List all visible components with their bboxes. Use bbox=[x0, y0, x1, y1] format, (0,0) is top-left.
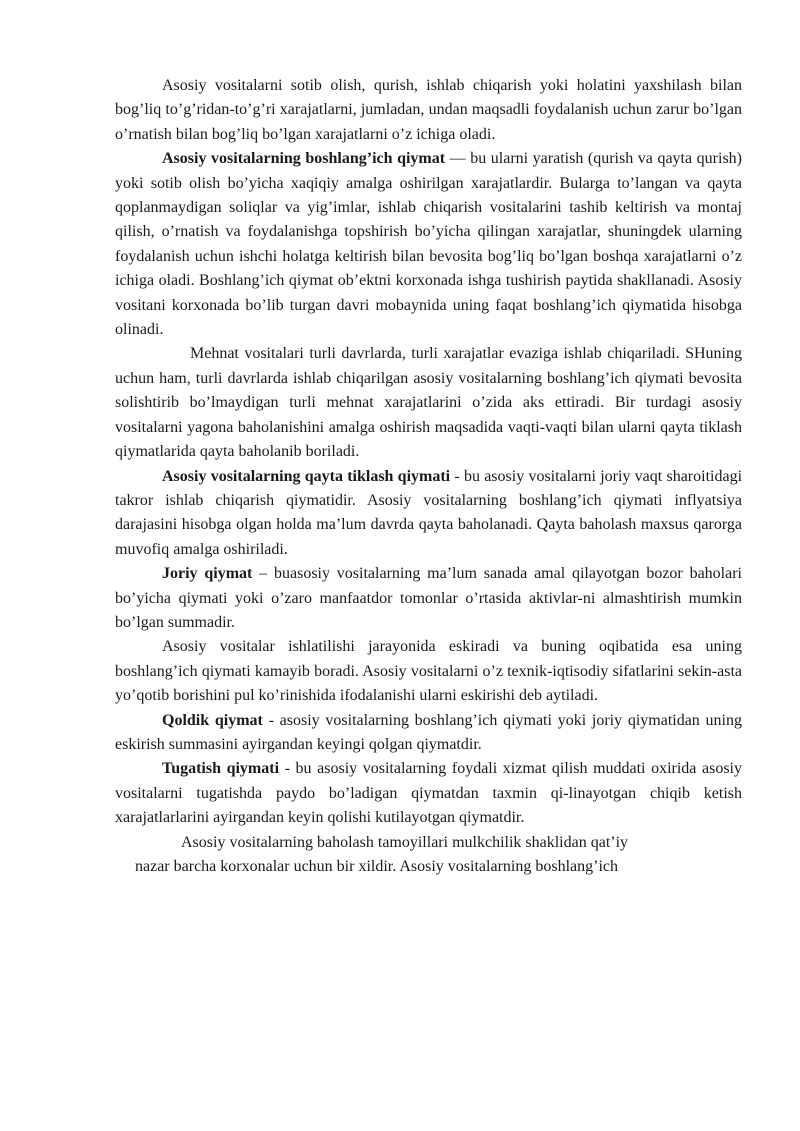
paragraph-text: Asosiy vositalar ishlatilishi jarayonida eskiradi va buning oqibatida esa uning boshlang’ich qiymati kamayib boradi. Asosiy vositalarni o’z texnik-iqtisodiy sifatlarini sekin-asta yo’qotib borishini pul ko’rinishida ifodalanishi ularni eskirishi deb aytiladi. bbox=[115, 638, 742, 705]
paragraph-term: Asosiy vositalarning qayta tiklash qiymati bbox=[162, 467, 451, 485]
paragraph-term: Joriy qiymat bbox=[162, 565, 253, 583]
paragraph-text: — bu ularni yaratish (qurish va qayta qurish) yoki sotib olish bo’yicha xaqiqiy amalga oshirilgan xarajatlardir. Bularga to’langan va qayta qoplanmaydigan soliqlar va yig’imlar, ishlab chiqarish vositalarini tashib keltirish va montaj qilish, o’rnatish va foydalanishga topshirish bo’yicha qilingan xarajatlar, shuningdek ularning foydalanish uchun ishchi holatga keltirish bilan bevosita bog’liq bo’lgan boshqa xarajatlarni o’z ichiga oladi. Boshlang’ich qiymat ob’ektni korxonada ishga tushirish paytida shakllanadi. Asosiy vositani korxonada bo’lib turgan davri mobaynida uning faqat boshlang’ich qiymatida hisobga olinadi. bbox=[115, 150, 743, 339]
paragraph-text: Asosiy vositalarni sotib olish, qurish, ishlab chiqarish yoki holatini yaxshilash bilan bog’liq to’g’ridan-to’g’ri xarajatlarni, jumladan, undan maqsadli foydalanish uchun zarur bo’lgan o’rnatish bilan bog’liq bo’lgan xarajatlarni o’z ichiga oladi. bbox=[115, 77, 742, 143]
paragraph-term: Tugatish qiymati bbox=[162, 760, 280, 778]
paragraph-text: - asosiy vositalarning boshlang’ich qiymati yoki joriy qiymatidan uning eskirish summasini ayirgandan keyingi qolgan qiymatdir. bbox=[115, 711, 742, 753]
paragraph-initial-value bbox=[115, 147, 742, 342]
paragraph-labor-means bbox=[115, 342, 742, 464]
document-body bbox=[115, 74, 742, 879]
paragraph-replacement-value bbox=[115, 465, 742, 563]
paragraph-current-value bbox=[115, 562, 742, 635]
paragraph-text: - bu asosiy vositalarni joriy vaqt sharoitidagi takror ishlab chiqarish qiymatidir. Asosiy vositalarning boshlang’ich qiymati inflyatsiya darajasini hisobga olgan holda ma’lum davrda qayta baholanadi. Qayta baholash maxsus qarorga muvofiq amalga oshiriladi. bbox=[115, 467, 743, 558]
paragraph-text: – buasosiy vositalarning ma’lum sanada amal qilayotgan bozor baholari bo’yicha qiymati yoki o’zaro manfaatdor tomonlar o’rtasida aktivlar-ni almashtirish mumkin bo’lgan summadir. bbox=[115, 565, 742, 631]
paragraph-depreciation bbox=[115, 635, 742, 708]
paragraph-term: Asosiy vositalarning boshlang’ich qiymat bbox=[162, 150, 446, 168]
paragraph-liquidation-value bbox=[115, 757, 742, 830]
paragraph-intro bbox=[115, 74, 742, 147]
paragraph-residual-value bbox=[115, 709, 742, 758]
closing-line-1: Asosiy vositalarning baholash tamoyillari mulkchilik shaklidan qat’iy bbox=[181, 833, 629, 851]
paragraph-term: Qoldik qiymat bbox=[162, 711, 263, 729]
paragraph-text: - bu asosiy vositalarning foydali xizmat qilish muddati oxirida asosiy vositalarni tugatishda paydo bo’ladigan qiymatdan taxmin qi-linayotgan chiqib ketish xarajatlarlarini ayirgandan keyin qolishi kutilayotgan qiymatdir. bbox=[115, 760, 743, 827]
paragraph-text: Mehnat vositalari turli davrlarda, turli xarajatlar evaziga ishlab chiqariladi. SHuning uchun ham, turli davrlarda ishlab chiqarilgan asosiy vositalarning boshlang’ich qiymati bevosita solishtirib bo’lmaydigan turli mehnat xarajatlarini o’zida aks ettiradi. Bir turdagi asosiy vositalarni yagona baholanishini amalga oshirish maqsadida vaqti-vaqti bilan ularni qayta tiklash qiymatlarida qayta baholanib boriladi. bbox=[115, 345, 742, 461]
closing-line-2: nazar barcha korxonalar uchun bir xildir. Asosiy vositalarning boshlang’ich bbox=[135, 858, 618, 875]
